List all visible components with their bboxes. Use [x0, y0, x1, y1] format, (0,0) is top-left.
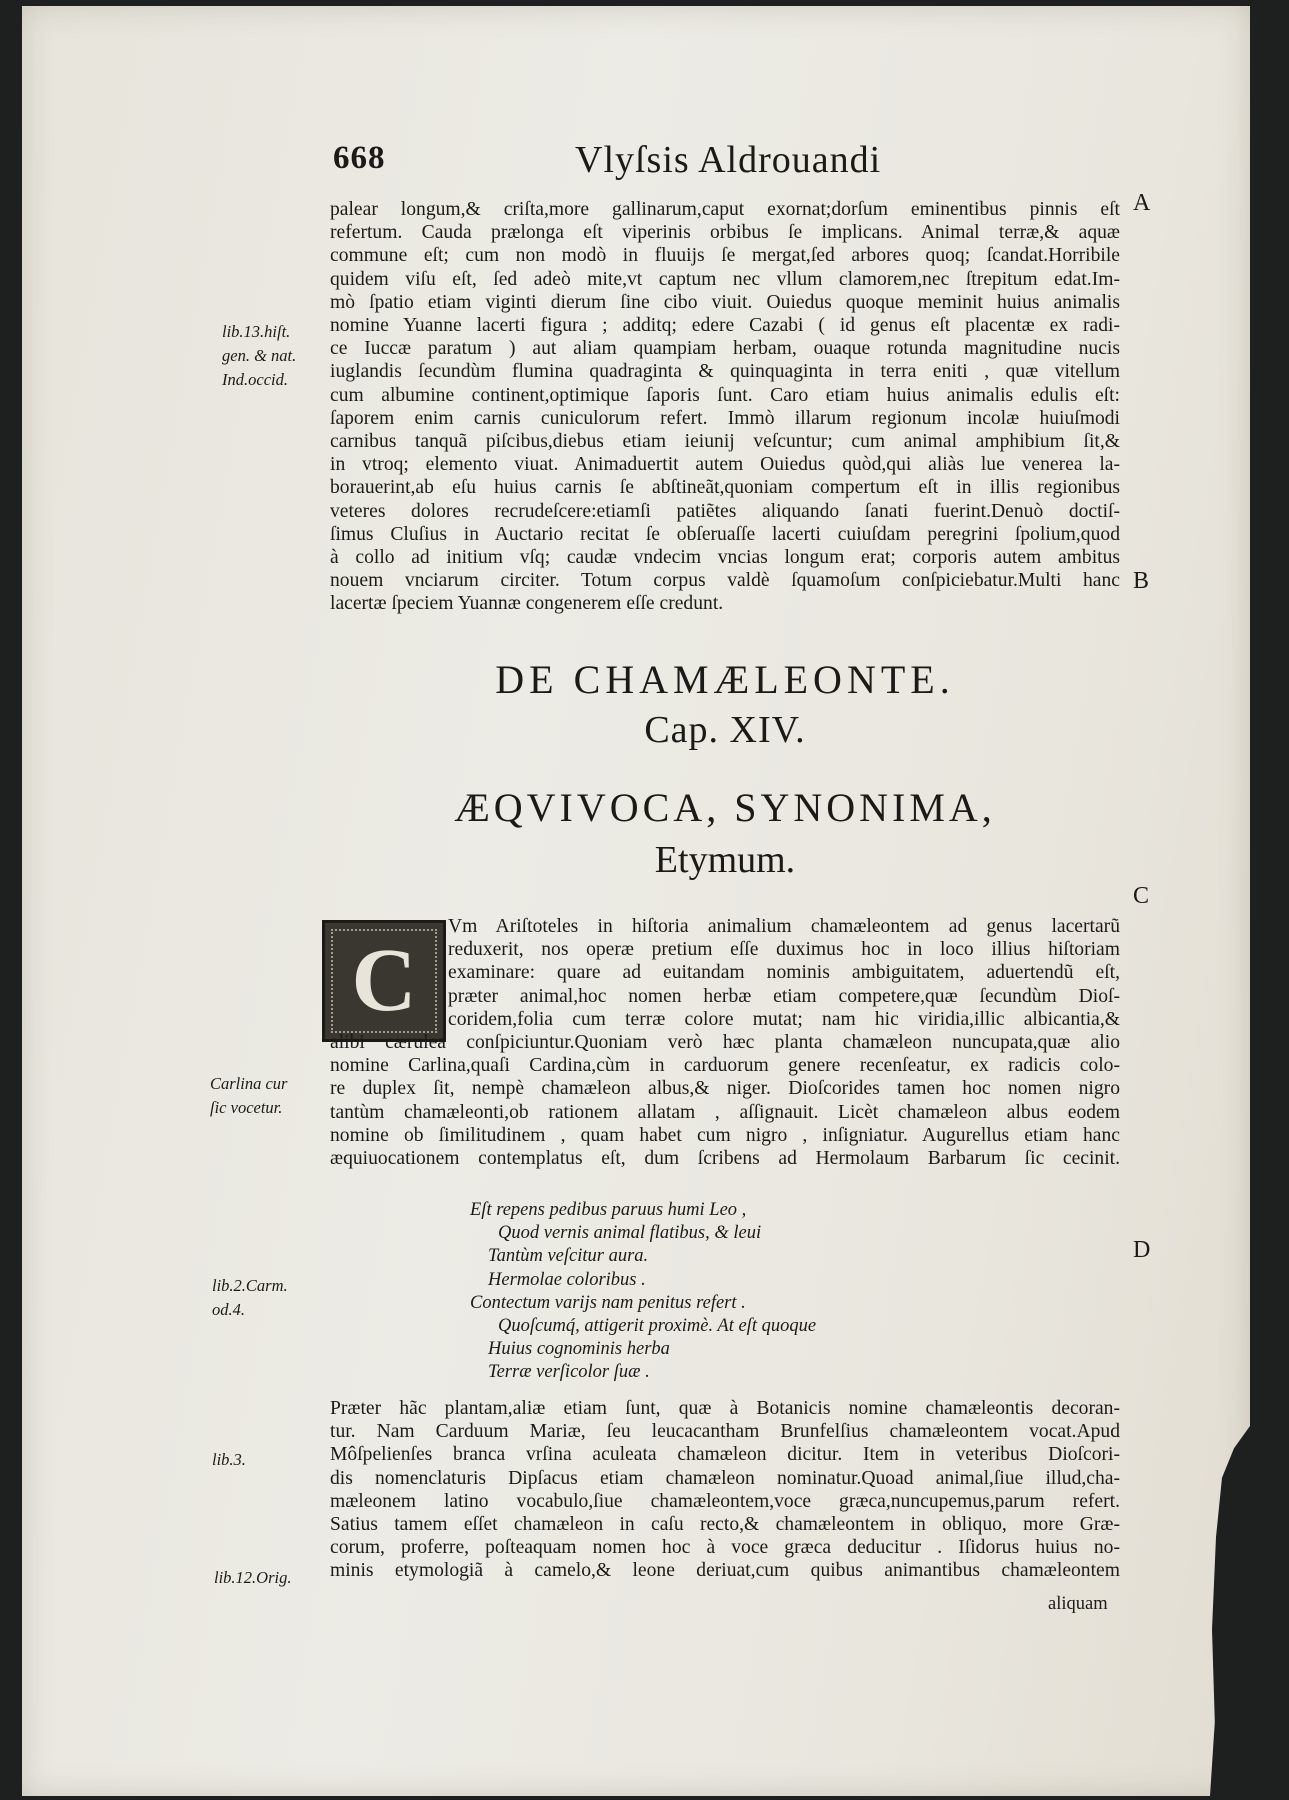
text-line: corum, proferre, poſteaquam nomen hoc à voce græca deducitur . Iſidorus huius no-	[330, 1537, 1120, 1559]
section-subtitle: Etymum.	[654, 839, 796, 881]
text-line: nomine ob ſimilitudinem , quam habet cum nigro , inſigniatur. Augurellus etiam hanc	[330, 1124, 1120, 1146]
text-line: ſaporem enim carnis cuniculorum refert. Immò illarum regionum incolæ huiuſmodi	[330, 407, 1120, 429]
margin-note-line: Ind.occid.	[222, 370, 288, 389]
margin-note-line: ſic vocetur.	[210, 1098, 283, 1117]
margin-note-1	[222, 320, 296, 392]
catchword: aliquam	[1048, 1594, 1108, 1614]
text-line: alibi cærulea conſpiciuntur.Quoniam verò hæc planta chamæleon nuncupata,quæ alio	[330, 1032, 1120, 1054]
text-line: borauerint,ab eſu huius carnis ſe abſtineãt,quoniam compertum eſt in illis regionibus	[330, 477, 1120, 499]
margin-note-5: lib.12.Orig.	[214, 1568, 292, 1587]
margin-note-3	[212, 1274, 288, 1322]
text-line: iuglandis ſecundùm flumina quadraginta & quinquaginta in terra eniti , quæ vitellum	[330, 361, 1120, 383]
paragraph-chameleon-plants	[330, 1397, 1120, 1583]
verse-line: Terræ verſicolor ſuæ .	[488, 1362, 650, 1383]
text-line: mò ſpatio etiam viginti dierum ſine cibo viuit. Ouiedus quoque meminit huius animalis	[330, 291, 1120, 313]
chapter-title: DE CHAMÆLEONTE.	[495, 657, 955, 702]
verse-line: Tantùm veſcitur aura.	[488, 1246, 649, 1267]
verse-quotation	[470, 1199, 816, 1385]
text-line: in vtroq; elemento viuat. Animaduertit autem Ouiedus quòd,qui aliàs lue venerea la-	[330, 454, 1120, 476]
margin-letter-a: A	[1133, 190, 1151, 216]
paragraph-iguana	[330, 198, 1120, 616]
text-line: coridem,folia cum terræ colore mutat; nam hic viridia,illic albicantia,&	[448, 1008, 1120, 1030]
text-line: refertum. Cauda prælonga eſt viperinis orbibus ſe implicans. Animal terræ,& aquæ	[330, 222, 1120, 244]
running-head: Vlyſsis Aldrouandi	[575, 139, 882, 181]
margin-letter-b: B	[1133, 568, 1150, 594]
text-line: Satius tamem eſſet chamæleon in caſu recto,& chamæleontem in obliquo, more Græ-	[330, 1514, 1120, 1536]
text-line: examinare: quare ad euitandam nominis ambiguitatem, aduertendũ eſt,	[448, 962, 1120, 984]
margin-note-line: lib.13.hiſt.	[222, 322, 291, 341]
margin-note-2	[210, 1072, 287, 1120]
text-line: reduxerit, nos operæ pretium eſſe duximus hoc in loco illius hiſtoriam	[448, 939, 1120, 961]
verse-line: Hermolae coloribus .	[488, 1269, 646, 1290]
verse-line: Huius cognominis herba	[488, 1339, 670, 1360]
text-line: cum albumine continent,optimique ſaporis ſunt. Caro etiam huius animalis edulis eſt:	[330, 384, 1120, 406]
text-line: nomine Yuanne lacerti figura ; additq; edere Cazabi ( id genus eſt placentæ ex radi-	[330, 315, 1120, 337]
margin-note-line: od.4.	[212, 1300, 245, 1319]
verse-line: Quoſcumq́, attigerit proximè. At eſt quoque	[498, 1316, 817, 1337]
text-line: præter animal,hoc nomen herbæ etiam competere,quæ ſecundùm Dioſ-	[448, 985, 1120, 1007]
text-line: dis nomenclaturis Dipſacus etiam chamæleon nominatur.Quoad animal,ſiue illud,cha-	[330, 1467, 1120, 1489]
section-title: ÆQVIVOCA, SYNONIMA,	[454, 785, 996, 830]
text-line: minis etymologiã à camelo,& leone deriuat,cum quibus animantibus chamæleontem	[330, 1560, 1120, 1582]
text-line: quidem viſu eſt, ſed adeò mite,vt captum nec vllum clamorem,nec ſtrepitum edat.Im-	[330, 268, 1120, 290]
text-line: re duplex ſit, nempè chamæleon albus,& niger. Dioſcorides tamen hoc nomen nigro	[330, 1078, 1120, 1100]
verse-line: Quod vernis animal flatibus, & leui	[498, 1223, 762, 1244]
text-line: ſimus Cluſius in Auctario recitat ſe obſeruaſſe lacerti cuiuſdam peregrini ſpolium,quod	[330, 523, 1120, 545]
text-line: nomine Carlina,quaſi Cardina,cùm in carduorum genere recenſeatur, ex radicis colo-	[330, 1055, 1120, 1077]
initial-letter: C	[351, 931, 417, 1030]
text-line: æquiuocationem contemplatus eſt, dum ſcribens ad Hermolaum Barbarum ſic cecinit.	[330, 1148, 1120, 1170]
text-line: tur. Nam Carduum Mariæ, ſeu leucacantham Brunfelſius chamæleontem vocat.Apud	[330, 1421, 1120, 1443]
text-line: lacertæ ſpeciem Yuannæ congenerem eſſe credunt.	[330, 593, 724, 615]
chapter-number: Cap. XIV.	[644, 709, 806, 751]
page-header	[0, 140, 1289, 190]
margin-note-line: gen. & nat.	[222, 346, 297, 365]
text-line: Môſpelienſes branca vrſina aculeata chamæleon dicitur. Item in veteribus Dioſcori-	[330, 1444, 1120, 1466]
text-line: mæleonem latino vocabulo,ſiue chamæleontem,voce græca,nuncupemus,parum refert.	[330, 1490, 1120, 1512]
paragraph-chameleon-intro	[330, 915, 1120, 1170]
margin-note-4: lib.3.	[212, 1450, 246, 1469]
text-line: tantùm chamæleonti,ob rationem allatam , aſſignauit. Licèt chamæleon albus eodem	[330, 1101, 1120, 1123]
text-line: à collo ad initium vſq; caudæ vndecim vncias longum erat; corporis autem ambitus	[330, 547, 1120, 569]
text-line: Vm Ariſtoteles in hiſtoria animalium chamæleontem ad genus lacertarũ	[448, 916, 1120, 937]
text-line: commune eſt; cum non modò in fluuijs ſe mergat,ſed arbores quoq; ſcandat.Horribile	[330, 245, 1120, 267]
margin-note-line: lib.2.Carm.	[212, 1276, 288, 1295]
text-line: veteres dolores recrudeſcere:etiamſi patiẽtes aliquando ſanati fuerint.Denuò doctiſ-	[330, 500, 1120, 522]
text-line: ce Iuccæ paratum ) aut aliam quampiam herbam, ouaque rotunda magnitudine nucis	[330, 338, 1120, 360]
page-number: 668	[333, 140, 386, 176]
text-line: nouem vnciarum circiter. Totum corpus valdè ſquamoſum conſpiciebatur.Multi hanc	[330, 570, 1120, 592]
text-line: carnibus tanquã piſcibus,diebus etiam ieiunij veſcuntur; cum animal amphibium ſit,&	[330, 431, 1120, 453]
text-line: Præter hãc plantam,aliæ etiam ſunt, quæ à Botanicis nomine chamæleontis decoran-	[330, 1398, 1120, 1419]
verse-line: Eſt repens pedibus paruus humi Leo ,	[470, 1200, 747, 1220]
margin-letter-d: D	[1133, 1237, 1151, 1263]
margin-letter-c: C	[1133, 883, 1150, 909]
text-line: palear longum,& criſta,more gallinarum,caput exornat;dorſum eminentibus pinnis eſt	[330, 199, 1120, 220]
torn-edge	[1210, 1426, 1250, 1796]
verse-line: Contectum varijs nam penitus refert .	[470, 1292, 746, 1313]
margin-note-line: Carlina cur	[210, 1074, 288, 1093]
